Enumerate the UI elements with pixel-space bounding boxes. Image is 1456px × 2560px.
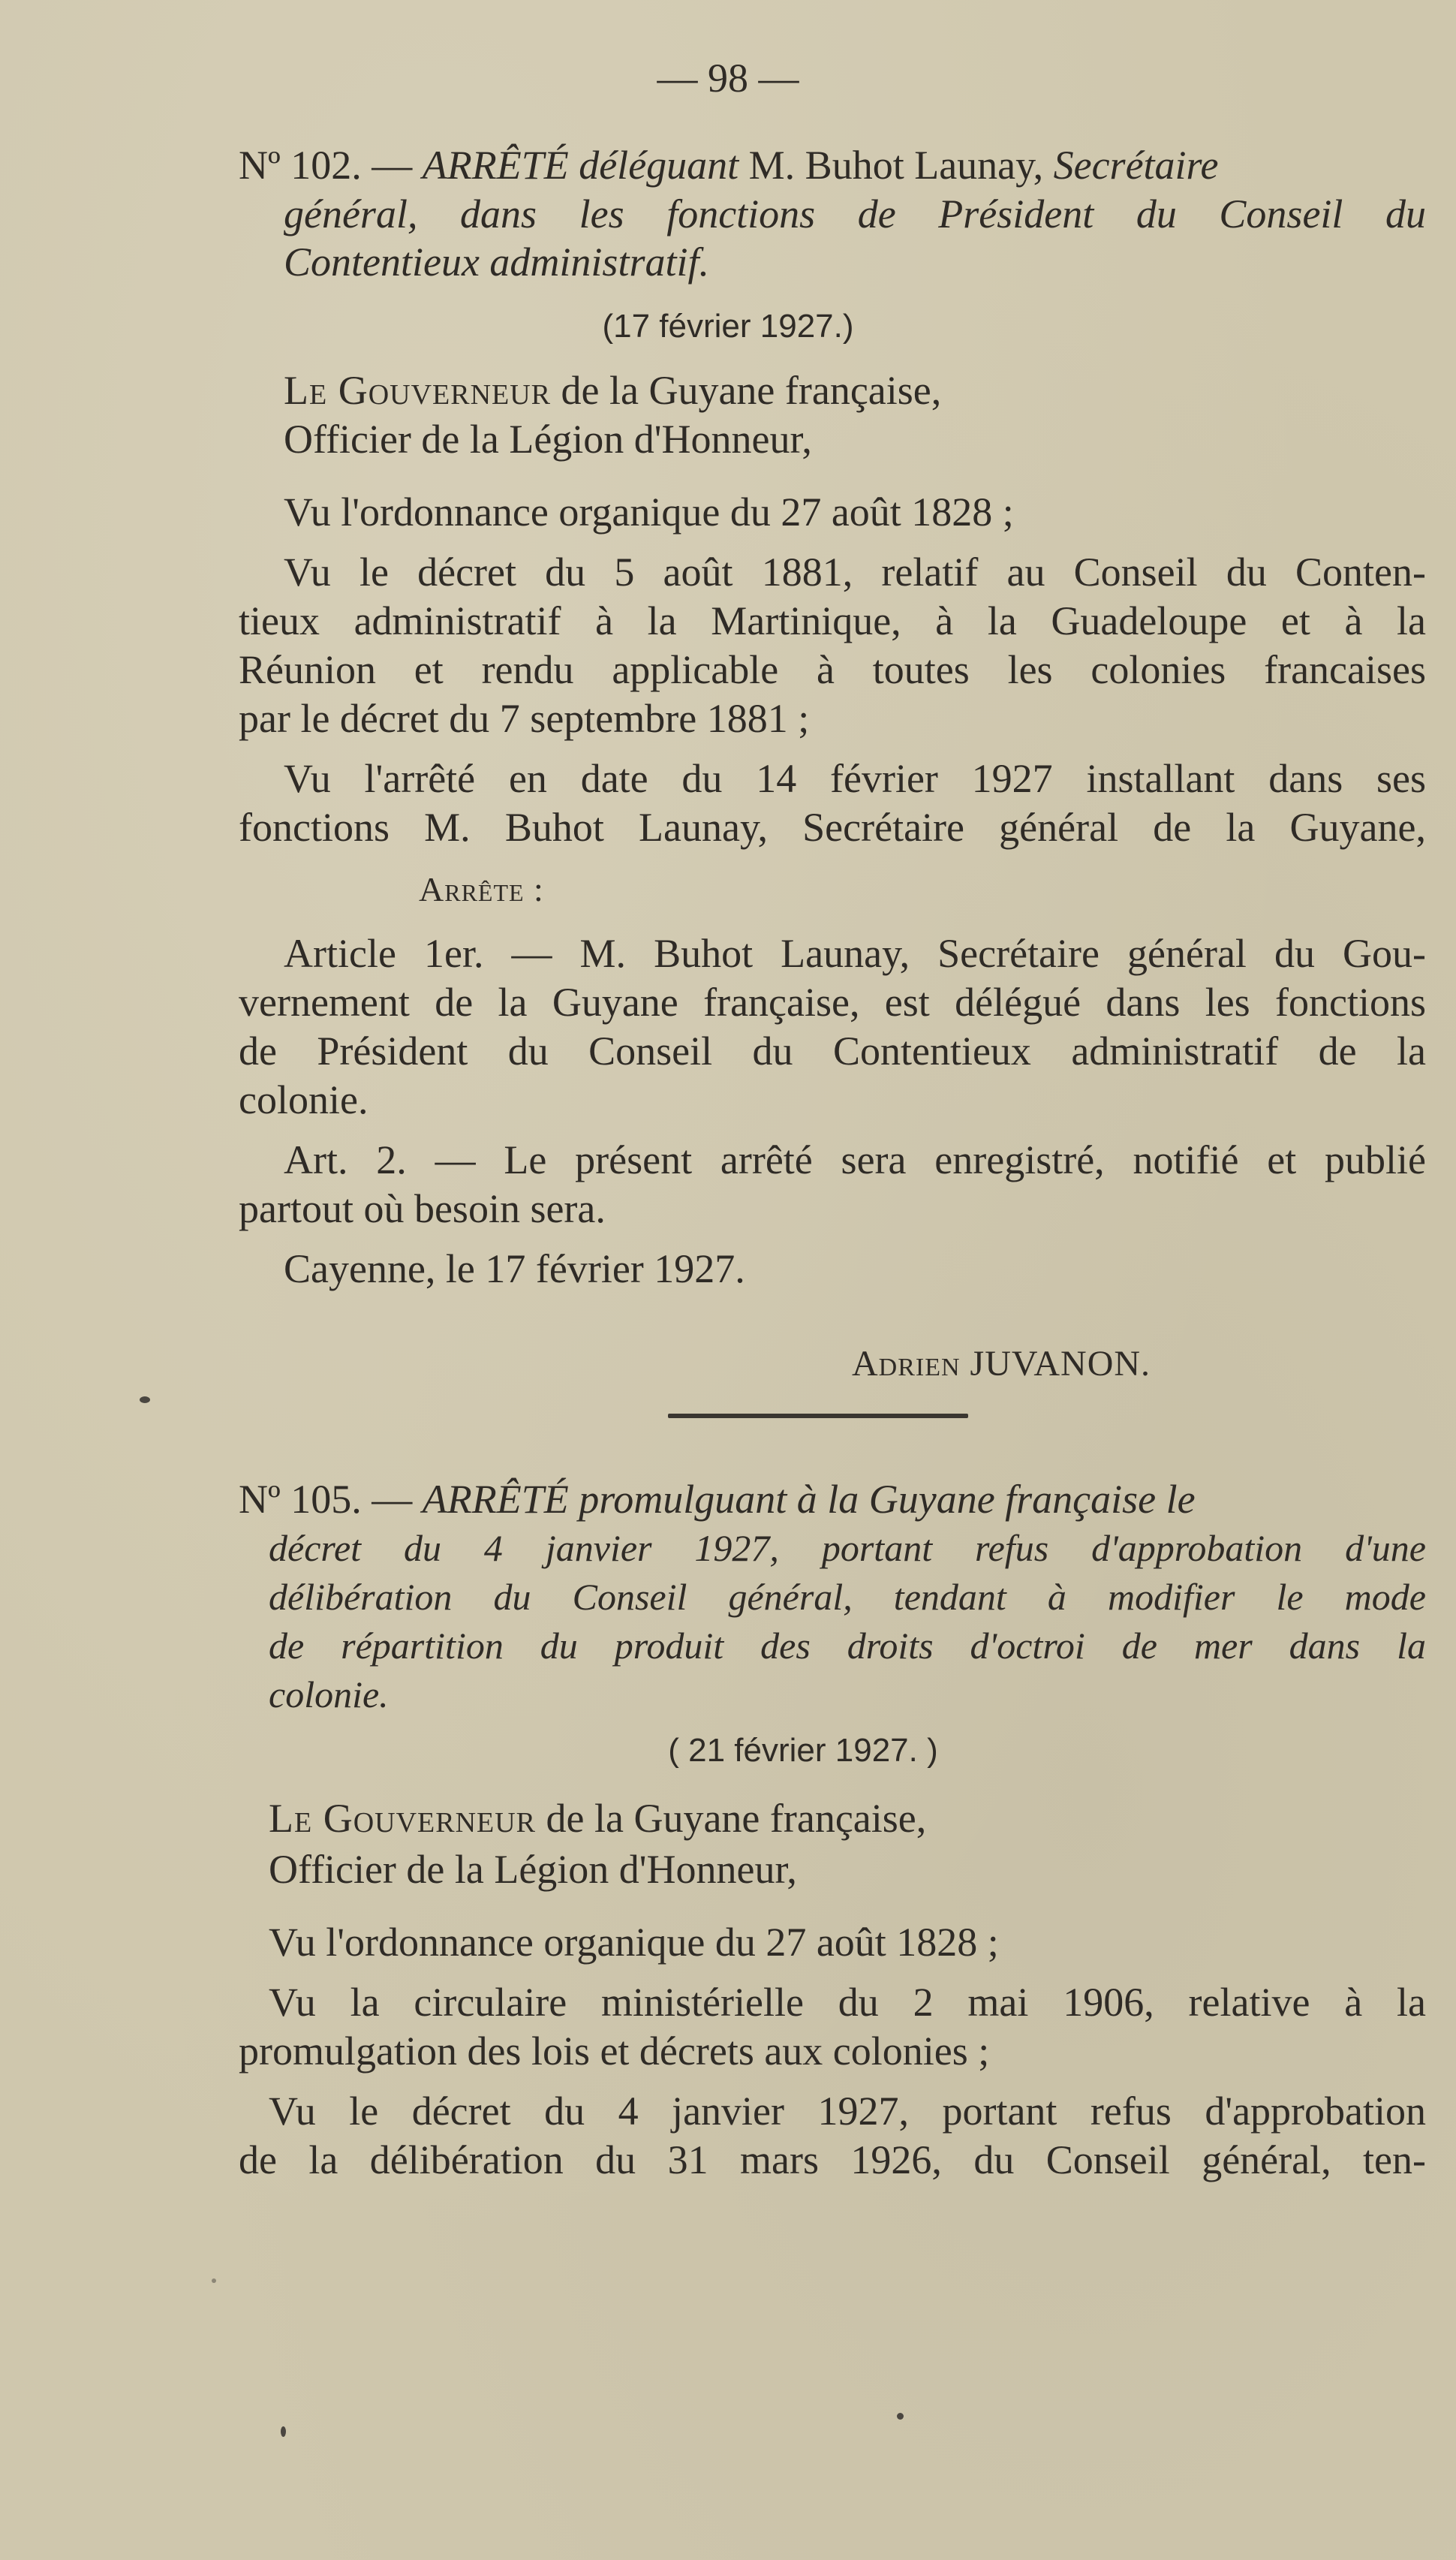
arrete-102-place-date: Cayenne, le 17 février 1927. xyxy=(284,1246,745,1291)
arrete-102-date: (17 février 1927.) xyxy=(602,308,854,345)
page-number: — 98 — xyxy=(657,56,799,101)
paper-speck xyxy=(212,2278,216,2283)
arrete-102-article-2-line-2: partout où besoin sera. xyxy=(239,1186,606,1231)
arrete-102-vu-arrete-line-2: fonctions M. Buhot Launay, Secrétaire général de la Guyane, xyxy=(239,805,1426,850)
arrete-105-title-line-4: de répartition du produit des droits d'octroi de mer dans la xyxy=(269,1625,1426,1667)
arrete-102-article-1-line-1: Article 1er. — M. Buhot Launay, Secrétaire général du Gou- xyxy=(284,931,1426,976)
arrete-102-title-line-2: général, dans les fonctions de Président du Conseil du xyxy=(284,191,1426,236)
arrete-keyword: ARRÊTÉ xyxy=(422,1477,569,1522)
arrete-102-title-line-3: Contentieux administratif. xyxy=(284,239,709,285)
arrete-105-title-line-3: délibération du Conseil général, tendant à modifier le mode xyxy=(269,1576,1426,1618)
arrete-102-governor-line: Le Gouverneur de la Guyane française, xyxy=(284,368,942,413)
arrete-102-vu-decret-line-4: par le décret du 7 septembre 1881 ; xyxy=(239,696,810,741)
arrete-102-vu-arrete-line-1: Vu l'arrêté en date du 14 février 1927 installant dans ses xyxy=(284,756,1426,801)
arrete-102-article-1-line-4: colonie. xyxy=(239,1077,369,1122)
arrete-102-arrete-heading: Arrête : xyxy=(419,870,544,908)
arrete-102-vu-decret-line-3: Réunion et rendu applicable à toutes les colonies francaises xyxy=(239,647,1426,692)
arrete-105-vu-circulaire-line-1: Vu la circulaire ministérielle du 2 mai 1906, relative à la xyxy=(269,1980,1426,2025)
arrete-102-signature: Adrien JUVANON. xyxy=(852,1344,1151,1384)
arrete-105-vu-ordonnance: Vu l'ordonnance organique du 27 août 1828 ; xyxy=(269,1920,999,1965)
arrete-102-article-1-line-3: de Président du Conseil du Contentieux administratif de la xyxy=(239,1029,1426,1074)
arrete-105-number: Nº 105. xyxy=(239,1477,362,1522)
arrete-102-article-2-line-1: Art. 2. — Le présent arrêté sera enregistré, notifié et publié xyxy=(284,1137,1426,1182)
arrete-105-date: ( 21 février 1927. ) xyxy=(668,1732,938,1769)
arrete-102-number: Nº 102. xyxy=(239,143,362,188)
arrete-102-vu-ordonnance: Vu l'ordonnance organique du 27 août 1828 ; xyxy=(284,489,1014,535)
arrete-102-officer-line: Officier de la Légion d'Honneur, xyxy=(284,417,812,462)
arrete-105-title-line-1: Nº 105. — ARRÊTÉ promulguant à la Guyane française le xyxy=(239,1477,1196,1522)
arrete-105-vu-decret-line-2: de la délibération du 31 mars 1926, du Conseil général, ten- xyxy=(239,2137,1426,2182)
paper-speck xyxy=(140,1396,150,1403)
arrete-102-article-1-line-2: vernement de la Guyane française, est délégué dans les fonctions xyxy=(239,980,1426,1025)
arrete-105-vu-decret-line-1: Vu le décret du 4 janvier 1927, portant refus d'approbation xyxy=(269,2089,1426,2134)
arrete-105-vu-circulaire-line-2: promulgation des lois et décrets aux colonies ; xyxy=(239,2028,990,2074)
paper-speck xyxy=(897,2413,904,2420)
arrete-105-title-line-2: décret du 4 janvier 1927, portant refus d'approbation d'une xyxy=(269,1527,1426,1569)
arrete-102-vu-decret-line-1: Vu le décret du 5 août 1881, relatif au Conseil du Conten- xyxy=(284,550,1426,595)
arrete-keyword: ARRÊTÉ xyxy=(422,143,569,188)
arrete-105-title-line-5: colonie. xyxy=(269,1673,389,1715)
section-divider xyxy=(668,1414,968,1418)
arrete-105-officer-line: Officier de la Légion d'Honneur, xyxy=(269,1847,797,1892)
arrete-102-title-line-1: Nº 102. — ARRÊTÉ déléguant M. Buhot Launay, Secrétaire xyxy=(239,143,1219,188)
paper-speck xyxy=(281,2426,286,2437)
arrete-105-governor-line: Le Gouverneur de la Guyane française, xyxy=(269,1796,927,1841)
arrete-102-vu-decret-line-2: tieux administratif à la Martinique, à la Guadeloupe et à la xyxy=(239,598,1426,643)
